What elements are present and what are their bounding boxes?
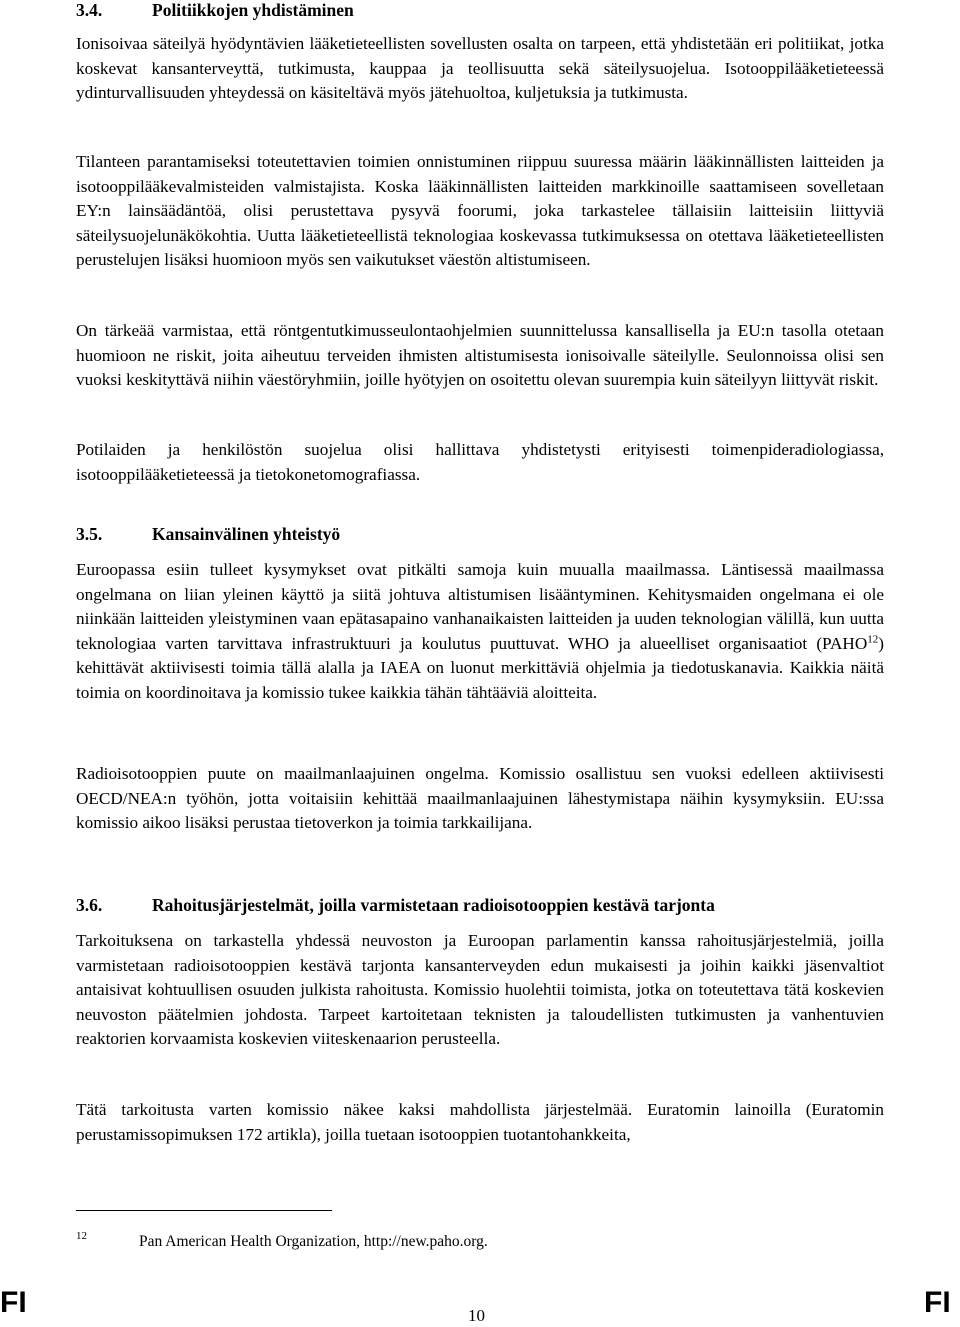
footnote-reference[interactable]: 12 — [867, 632, 879, 645]
language-code-right: FI — [924, 1286, 951, 1319]
section-title: Rahoitusjärjestelmät, joilla varmistetaan radioisotooppien kestävä tarjonta — [152, 895, 715, 915]
paragraph: On tärkeää varmistaa, että röntgentutkimusseulontaohjelmien suunnittelussa kansallisella ja EU:n tasolla otetaan huomioon ne riskit, joita aiheutuu terveiden ihmisten altistumisesta ionisoivalle säteilylle. Seulonnoissa olisi sen vuoksi keskityttävä niihin väestöryhmiin, joille hyötyjen on osoitettu olevan suurempia kuin säteilyyn liittyvät riskit. — [76, 321, 884, 389]
paragraph: Ionisoivaa säteilyä hyödyntävien lääketieteellisten sovellusten osalta on tarpeen, että yhdistetään eri politiikat, jotka koskevat kansanterveyttä, tutkimusta, kauppaa ja teollisuutta sekä säteilysuojelua. Isotooppilääketieteessä ydinturvallisuuden yhteydessä on käsiteltävä myös jätehuoltoa, kuljetuksia ja tutkimusta. — [76, 34, 884, 102]
section-heading-3-6 — [76, 895, 715, 915]
section-number: 3.4. — [76, 0, 103, 20]
section-number: 3.6. — [76, 895, 103, 915]
paragraph-text: Euroopassa esiin tulleet kysymykset ovat pitkälti samoja kuin muualla maailmassa. Läntisessä maailmassa ongelmana on liian yleinen käyttö ja siitä johtuva altistumisen lisääntyminen. Kehitysmaiden ongelmana ei ole niinkään laitteiden yleistyminen vaan epätasapaino vanhanaikaisten laitteiden ja uuden teknologian välillä, kun uutta teknologiaa varten tarvittava infrastruktuuri ja koulutus puuttuvat. WHO ja alueelliset organisaatiot (PAHO — [76, 560, 884, 653]
paragraph-text: ) kehittävät aktiivisesti toimia tällä alalla ja IAEA on luonut merkittäviä ohjelmia ja tiedotuskanavia. Kaikkia näitä toimia on koordinoitava ja komissio tukee kaikkia tähän tähtääviä aloitteita. — [76, 633, 884, 702]
section-title: Politiikkojen yhdistäminen — [152, 0, 354, 20]
page-number: 10 — [468, 1306, 485, 1325]
section-number: 3.5. — [76, 524, 103, 544]
paragraph: Tätä tarkoitusta varten komissio näkee kaksi mahdollista järjestelmää. Euratomin lainoilla (Euratomin perustamissopimuksen 172 artikla), joilla tuetaan isotooppien tuotantohankkeita, — [76, 1100, 884, 1144]
section-title: Kansainvälinen yhteistyö — [152, 524, 341, 544]
paragraph: Potilaiden ja henkilöstön suojelua olisi hallittava yhdistetysti erityisesti toimenpideradiologiassa, isotooppilääketieteessä ja tietokonetomografiassa. — [76, 440, 884, 484]
footnote-text: Pan American Health Organization, http://new.paho.org. — [139, 1233, 488, 1250]
paragraph: Tilanteen parantamiseksi toteutettavien toimien onnistuminen riippuu suuressa määrin lääkinnällisten laitteiden ja isotooppilääkevalmisteiden valmistajista. Koska lääkinnällisten laitteiden markkinoille saattamiseen sovelletaan EY:n lainsäädäntöä, olisi perustettava pysyvä foorumi, joka tarkastelee tällaisiin laitteisiin liittyviä säteilysuojelunäkökohtia. Uutta lääketieteellistä teknologiaa koskevassa tutkimuksessa on otettava lääketieteellisten perustelujen lisäksi huomioon myös sen vaikutukset väestön altistumiseen. — [76, 152, 884, 269]
paragraph-with-footnote — [76, 558, 884, 705]
footnote-divider — [76, 1210, 332, 1211]
paragraph: Tarkoituksena on tarkastella yhdessä neuvoston ja Euroopan parlamentin kanssa rahoitusjärjestelmiä, joilla varmistetaan radioisotooppien kestävä tarjonta kansanterveyden edun mukaisesti ja joihin kaikki jäsenvaltiot antaisivat kohtuullisen osuuden julkista rahoitusta. Komissio huolehtii toimista, jotka on toteutettava tätä koskevien neuvoston päätelmien johdosta. Tarpeet kartoitetaan teknisten ja taloudellisten tutkimusten ja vanhentuvien reaktorien korvaamista koskevien viiteskenaarion perusteella. — [76, 931, 884, 1048]
section-heading-3-5 — [76, 524, 340, 544]
footnote-mark: 12 — [76, 1230, 87, 1242]
language-code-left: FI — [0, 1286, 27, 1319]
paragraph: Radioisotooppien puute on maailmanlaajuinen ongelma. Komissio osallistuu sen vuoksi edelleen aktiivisesti OECD/NEA:n työhön, jotta voitaisiin kehittää maailmanlaajuinen lähestymistapa näihin kysymyksiin. EU:ssa komissio aikoo lisäksi perustaa tietoverkon ja toimia tarkkailijana. — [76, 764, 884, 832]
section-heading-3-4 — [76, 0, 354, 20]
